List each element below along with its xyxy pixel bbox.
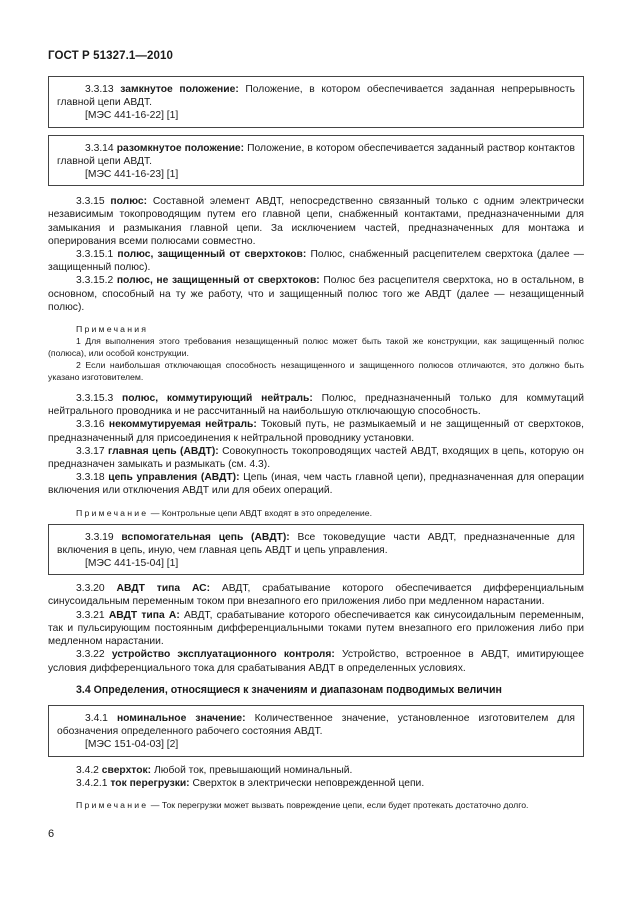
document-body	[48, 76, 584, 811]
term: вспомогательная цепь (АВДТ):	[121, 531, 290, 543]
note-overload-current: Примечание — Ток перегрузки может вызвать повреждение цепи, если будет протекать достаточно долго.	[76, 799, 529, 810]
reference: [МЭС 441-16-22] [1]	[85, 110, 179, 122]
paragraph-3-3-15-1: 3.3.15.1 полюс, защищенный от сверхтоков: Полюс, снабженный расцепителем сверхтока (далее — защищенный полюс).	[48, 249, 584, 274]
reference: [МЭС 441-16-23] [1]	[85, 169, 179, 181]
definition-text: 3.3.13 замкнутое положение: Положение, в котором обеспечивается заданная непрерывность главной цепи АВДТ.	[57, 84, 575, 109]
section-heading-3-4: 3.4 Определения, относящиеся к значениям и диапазонам подводимых величин	[76, 683, 502, 696]
term: замкнутое положение:	[120, 84, 239, 95]
definition-box-3-3-14	[48, 135, 584, 187]
term: номинальное значение:	[116, 712, 246, 724]
note-1: 1 Для выполнения этого требования незащищенный полюс может быть такой же конструкции, как защищенный полюс (полюса), или особой конструкции.	[48, 336, 584, 359]
paragraph-3-4-2: 3.4.2 сверхток: Любой ток, превышающий номинальный.	[76, 764, 353, 776]
reference: [МЭС 441-15-04] [1]	[85, 558, 179, 570]
definition-box-3-3-13	[48, 76, 584, 128]
term: разомкнутое положение:	[116, 142, 245, 154]
document-header: ГОСТ Р 51327.1—2010	[48, 50, 173, 62]
note-2: 2 Если наибольшая отключающая способность незащищенного и защищенного полюсов отличаются, это должно быть указано изготовителем.	[48, 360, 584, 383]
reference: [МЭС 151-04-03] [2]	[85, 739, 179, 751]
definition-box-3-3-19	[48, 524, 584, 576]
paragraph-3-3-15-2: 3.3.15.2 полюс, не защищенный от сверхтоков: Полюс без расцепителя сверхтока, но в остальном, в основном, способный на ту же работу, что и защищенный полюс того же АВДТ (далее — незащищенный полюс).	[48, 275, 584, 313]
note-control-circuits: Примечание — Контрольные цепи АВДТ входят в это определение.	[76, 507, 373, 518]
page-number: 6	[48, 828, 55, 840]
definition-text: 3.3.19 вспомогательная цепь (АВДТ): Все токоведущие части АВДТ, предназначенные для включения в цепь, иную, чем главная цепь АВДТ и цепь управления.	[57, 531, 575, 556]
paragraph-3-3-17: 3.3.17 главная цепь (АВДТ): Совокупность токопроводящих частей АВДТ, входящих в цепь, которую он предназначен замыкать и размыкать (см. 4.3).	[48, 445, 584, 471]
paragraph-3-3-22: 3.3.22 устройство эксплуатационного контроля: Устройство, встроенное в АВДТ, имитирующее условия дифференциального тока для срабатывания АВДТ в определенных условиях.	[48, 649, 584, 674]
notes-heading: Примечания	[76, 324, 149, 335]
definition-text: 3.3.14 разомкнутое положение: Положение, в котором обеспечивается заданный раствор контактов главной цепи АВДТ.	[57, 142, 575, 167]
definition-box-3-4-1	[48, 705, 584, 757]
paragraph-3-3-16: 3.3.16 некоммутируемая нейтраль: Токовый путь, не размыкаемый и не защищенный от сверхтоков, предназначенный для присоединения к нейтральной проводнику установки.	[48, 419, 584, 444]
paragraph-3-3-15-3: 3.3.15.3 полюс, коммутирующий нейтраль: Полюс, предназначенный только для коммутаций нейтрального проводника и не рассчитанный на наибольшую отключающую способность.	[48, 393, 584, 418]
paragraph-3-3-21: 3.3.21 АВДТ типа А: АВДТ, срабатывание которого обеспечивается как синусоидальным переменным, так и пульсирующим постоянным дифференциальными токами путем внезапного его приложения либо при медленном нарастании.	[48, 609, 584, 648]
notes-block	[48, 323, 584, 383]
paragraph-3-3-18: 3.3.18 цепь управления (АВДТ): Цепь (иная, чем часть главной цепи), предназначенная для операции включения или отключения АВДТ или для обеих операций.	[48, 472, 584, 497]
definition-text: 3.4.1 номинальное значение: Количественное значение, установленное изготовителем для обозначения определенного рабочего состояния АВДТ.	[57, 712, 575, 738]
paragraph-3-3-15: 3.3.15 полюс: Составной элемент АВДТ, непосредственно связанный только с одним электрически независимым токопроводящим путем его главной цепи, снабженный контактами, предназначенными для замыкания и размыкания главной цепи. За исключением частей, предназначенных для монтажа и оперирования всеми полюсами совместно.	[48, 196, 584, 247]
paragraph-3-3-20: 3.3.20 АВДТ типа АС: АВДТ, срабатывание которого обеспечивается дифференциальным синусоидальным переменным током при внезапного его приложения либо при медленном нарастании.	[48, 583, 584, 608]
paragraph-3-4-2-1: 3.4.2.1 ток перегрузки: Сверхток в электрически неповрежденной цепи.	[76, 777, 425, 789]
